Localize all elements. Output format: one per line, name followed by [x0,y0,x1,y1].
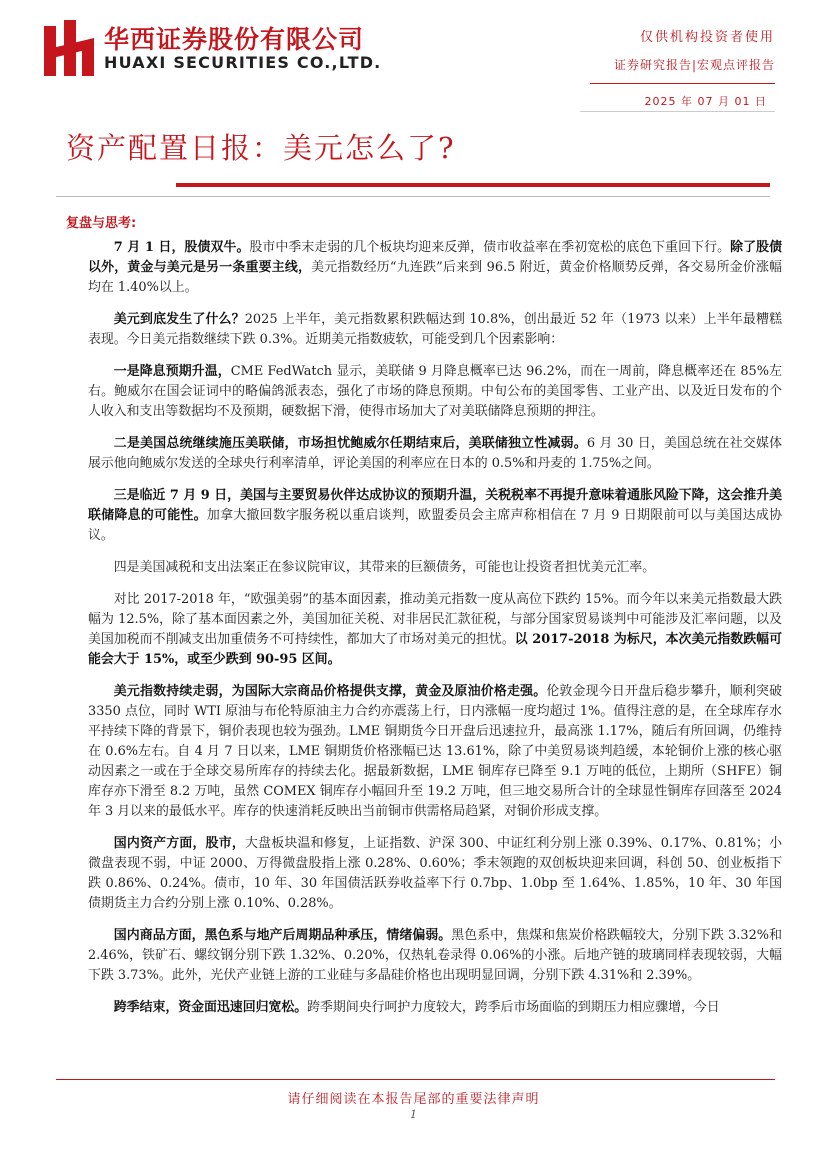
paragraph: 7 月 1 日，股债双牛。股市中季末走弱的几个板块均迎来反弹，债市收益率在季初宽松的底色下重回下行。除了股债以外，黄金与美元是另一条重要主线，美元指数经历“九连跌”后来到 96.5 附近，黄金价格顺势反弹，各交易所金价涨幅均在 1.40%以上。 [88,240,783,295]
section-title: 复盘与思考: [66,216,137,231]
company-name-cn: 华西证券股份有限公司 [104,25,365,54]
audience-note: 仅供机构投资者使用 [639,30,775,45]
paragraph: 一是降息预期升温，CME FedWatch 显示，美联储 9 月降息概率已达 96.2%，而在一周前，降息概率还在 85%左右。鲍威尔在国会证词中的略偏鸽派表态，强化了市场的降息预期。中旬公布的美国零售、工业产出、以及近日发布的个人收入和支出等数据均不及预期，硬数据下滑，使得市场加大了对美联储降息预期的押注。 [88,364,783,419]
paragraph: 跨季结束，资金面迅速回归宽松。跨季期间央行呵护力度较大，跨季后市场面临的到期压力相应骤增，今日 [113,1000,720,1015]
paragraph: 对比 2017-2018 年，“欧强美弱”的基本面因素，推动美元指数一度从高位下跌约 15%。而今年以来美元指数最大跌幅为 12.5%，除了基本面因素之外，美国加征关税、对非居民汇款征税，与部分国家贸易谈判中可能涉及汇率问题，以及美国加税而不削减支出加重债务不可持续性，都加大了市场对美元的担忧。以 2017-2018 为标尺，本次美元指数跌幅可能会大于 15%，或至少跌到 90-95 区间。 [88,592,782,667]
paragraph: 国内商品方面，黑色系与地产后周期品种承压，情绪偏弱。黑色系中，焦煤和焦炭价格跌幅较大，分别下跌 3.32%和 2.46%，铁矿石、螺纹钢分别下跌 1.32%、0.20%，仅热轧卷录得 0.06%的小涨。后地产链的玻璃同样表现较弱，大幅下跌 3.73%。此外，光伏产业链上游的工业硅与多晶硅价格也出现明显回调，分别下跌 4.31%和 2.39%。 [88,928,782,983]
paragraph: 美元到底发生了什么？2025 上半年，美元指数累积跌幅达到 10.8%，创出最近 52 年（1973 以来）上半年最糟糕表现。今日美元指数继续下跌 0.3%。近期美元指数疲软，可能受到几个因素影响： [88,312,783,347]
huaxi-logo-icon [44,20,94,76]
title-divider [56,196,770,197]
paragraph: 二是美国总统继续施压美联储，市场担忧鲍威尔任期结束后，美联储独立性减弱。6 月 30 日，美国总统在社交媒体展示他向鲍威尔发送的全球央行利率清单，评论美国的利率应在日本的 0.5%和丹麦的 1.75%之间。 [88,436,783,471]
report-type: 证券研究报告|宏观点评报告 [613,58,775,72]
paragraph: 三是临近 7 月 9 日，美国与主要贸易伙伴达成协议的预期升温，关税税率不再提升意味着通胀风险下降，这会推升美联储降息的可能性。加拿大撤回数字服务税以重启谈判，欧盟委员会主席声称相信在 7 月 9 日期限前可以与美国达成协议。 [88,488,783,543]
date-divider [580,111,775,112]
title-underline [176,183,770,187]
legal-notice: 请仔细阅读在本报告尾部的重要法律声明 [287,1092,540,1107]
report-body [88,238,782,1030]
paragraph: 国内资产方面，股市，大盘板块温和修复，上证指数、沪深 300、中证红利分别上涨 0.39%、0.17%、0.81%；小微盘表现不弱，中证 2000、万得微盘股指上涨 0.28%、0.60%；季末领跑的双创板块迎来回调，科创 50、创业板指下跌 0.86%、0.24%。债市，10 年、30 年国债活跃券收益率下行 0.7bp、1.0bp 至 1.64%、1.85%，10 年、30 年国债期货主力合约分别上涨 0.10%、0.28%。 [88,836,783,911]
footer-divider [56,1079,775,1080]
paragraph: 美元指数持续走弱，为国际大宗商品价格提供支撑，黄金及原油价格走强。伦敦金现今日开盘后稳步攀升，顺利突破 3350 点位，同时 WTI 原油与布伦特原油主力合约亦震荡上行，日内涨幅一度均超过 1%。值得注意的是，在全球库存水平持续下降的背景下，铜价表现也较为强劲。LME 铜期货今日开盘后迅速拉升，最高涨 1.17%，随后有所回调，仍维持在 0.6%左右。自 4 月 7 日以来，LME 铜期货价格涨幅已达 13.61%，除了中美贸易谈判趋缓，本轮铜价上涨的核心驱动因素之一或在于全球交易所库存的持续去化。据最新数据，LME 铜库存已降至 9.1 万吨的低位，上期所（SHFE）铜库存亦下滑至 8.2 万吨，虽然 COMEX 铜库存小幅回升至 19.2 万吨，但三地交易所合计的全球显性铜库存回落至 2024 年 3 月以来的最低水平。库存的快速消耗反映出当前铜市供需格局趋紧，对铜价形成支撑。 [88,684,783,819]
report-date: 2025 年 07 月 01 日 [644,95,767,108]
page-number: 1 [410,1108,417,1121]
company-name-en: HUAXI SECURITIES CO.,LTD. [104,53,382,72]
paragraph: 四是美国减税和支出法案正在参议院审议，其带来的巨额债务，可能也让投资者担忧美元汇率。 [113,560,656,575]
header-divider [590,83,775,84]
page-title: 资产配置日报：美元怎么了? [66,131,456,165]
report-header [0,0,827,120]
